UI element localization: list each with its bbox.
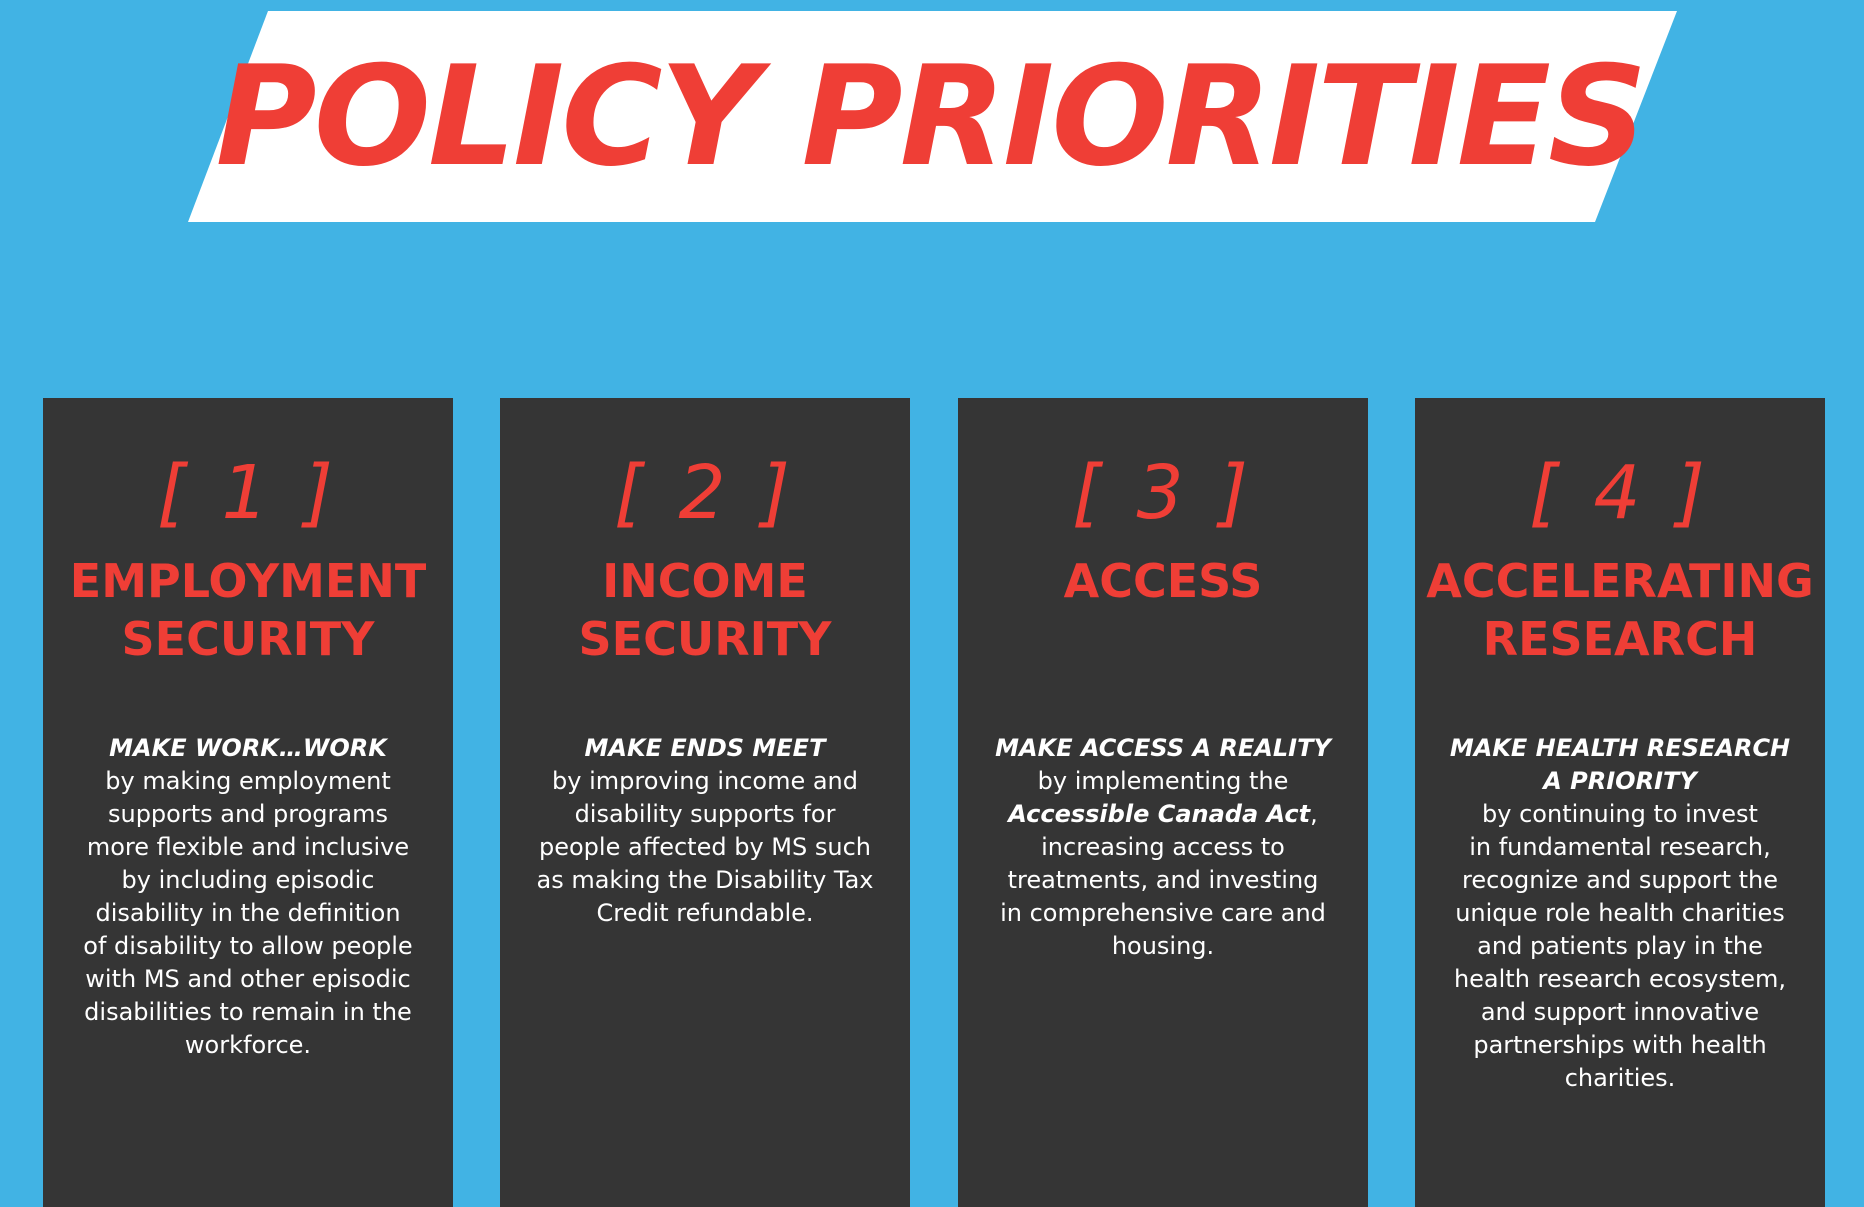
body-line: treatments, and investing: [1007, 866, 1319, 894]
body-line: disability supports for: [574, 800, 836, 828]
body-line: health research ecosystem,: [1453, 965, 1787, 993]
heading-line: SECURITY: [121, 612, 375, 666]
body-line: more flexible and inclusive: [86, 833, 410, 861]
body-line: with MS and other episodic: [85, 965, 411, 993]
body-line: recognize and support the: [1461, 866, 1779, 894]
priority-heading: [958, 552, 1368, 610]
body-line-act: [986, 798, 1340, 831]
priority-heading: [500, 552, 910, 668]
body-line: in fundamental research,: [1469, 833, 1771, 861]
priority-lead: MAKE HEALTH RESEARCH: [1449, 734, 1791, 762]
priority-lead: MAKE WORK…WORK: [109, 734, 387, 762]
body-line: partnerships with health: [1473, 1031, 1767, 1059]
heading-line: ACCESS: [1063, 554, 1263, 608]
body-line: by improving income and: [552, 767, 858, 795]
priority-number: [ 1 ]: [157, 450, 339, 536]
body-line: workforce.: [184, 1031, 312, 1059]
body-line: and support innovative: [1480, 998, 1760, 1026]
priority-card-1: [43, 398, 453, 1207]
priority-lead: A PRIORITY: [1543, 767, 1697, 795]
heading-line: EMPLOYMENT: [69, 554, 427, 608]
body-line: charities.: [1564, 1064, 1676, 1092]
body-line: housing.: [1111, 932, 1215, 960]
priority-description: [986, 732, 1340, 963]
priority-card-4: [1415, 398, 1825, 1207]
priority-heading: [1415, 552, 1825, 668]
body-line: disability in the definition: [95, 899, 401, 927]
body-line: by continuing to invest: [1482, 800, 1758, 828]
priority-card-3: [958, 398, 1368, 1207]
priority-heading: [43, 552, 453, 668]
body-line: in comprehensive care and: [1000, 899, 1326, 927]
priority-card-2: [500, 398, 910, 1207]
body-line: by making employment: [105, 767, 391, 795]
priority-description: [71, 732, 425, 1062]
page-title: POLICY PRIORITIES: [215, 36, 1645, 197]
heading-line: ACCELERATING: [1426, 554, 1814, 608]
body-line: people affected by MS such: [539, 833, 871, 861]
heading-line: RESEARCH: [1482, 612, 1758, 666]
heading-line: SECURITY: [578, 612, 832, 666]
priority-description: [528, 732, 882, 930]
priority-lead: MAKE ENDS MEET: [584, 734, 826, 762]
body-line: by including episodic: [121, 866, 375, 894]
body-line: increasing access to: [1041, 833, 1285, 861]
body-line: as making the Disability Tax: [536, 866, 874, 894]
body-line: by implementing the: [1037, 767, 1289, 795]
act-name: Accessible Canada Act: [1008, 800, 1311, 828]
priority-number: [ 2 ]: [614, 450, 796, 536]
heading-line: INCOME: [602, 554, 808, 608]
act-suffix: ,: [1310, 800, 1318, 828]
priority-description: [1443, 732, 1797, 1095]
body-line: supports and programs: [107, 800, 388, 828]
title-banner: [0, 0, 1864, 230]
priority-number: [ 3 ]: [1072, 450, 1254, 536]
body-line: disabilities to remain in the: [84, 998, 412, 1026]
body-line: Credit refundable.: [596, 899, 814, 927]
body-line: and patients play in the: [1477, 932, 1763, 960]
body-line: unique role health charities: [1455, 899, 1785, 927]
body-line: of disability to allow people: [83, 932, 413, 960]
priority-lead: MAKE ACCESS A REALITY: [995, 734, 1331, 762]
priority-number: [ 4 ]: [1529, 450, 1711, 536]
